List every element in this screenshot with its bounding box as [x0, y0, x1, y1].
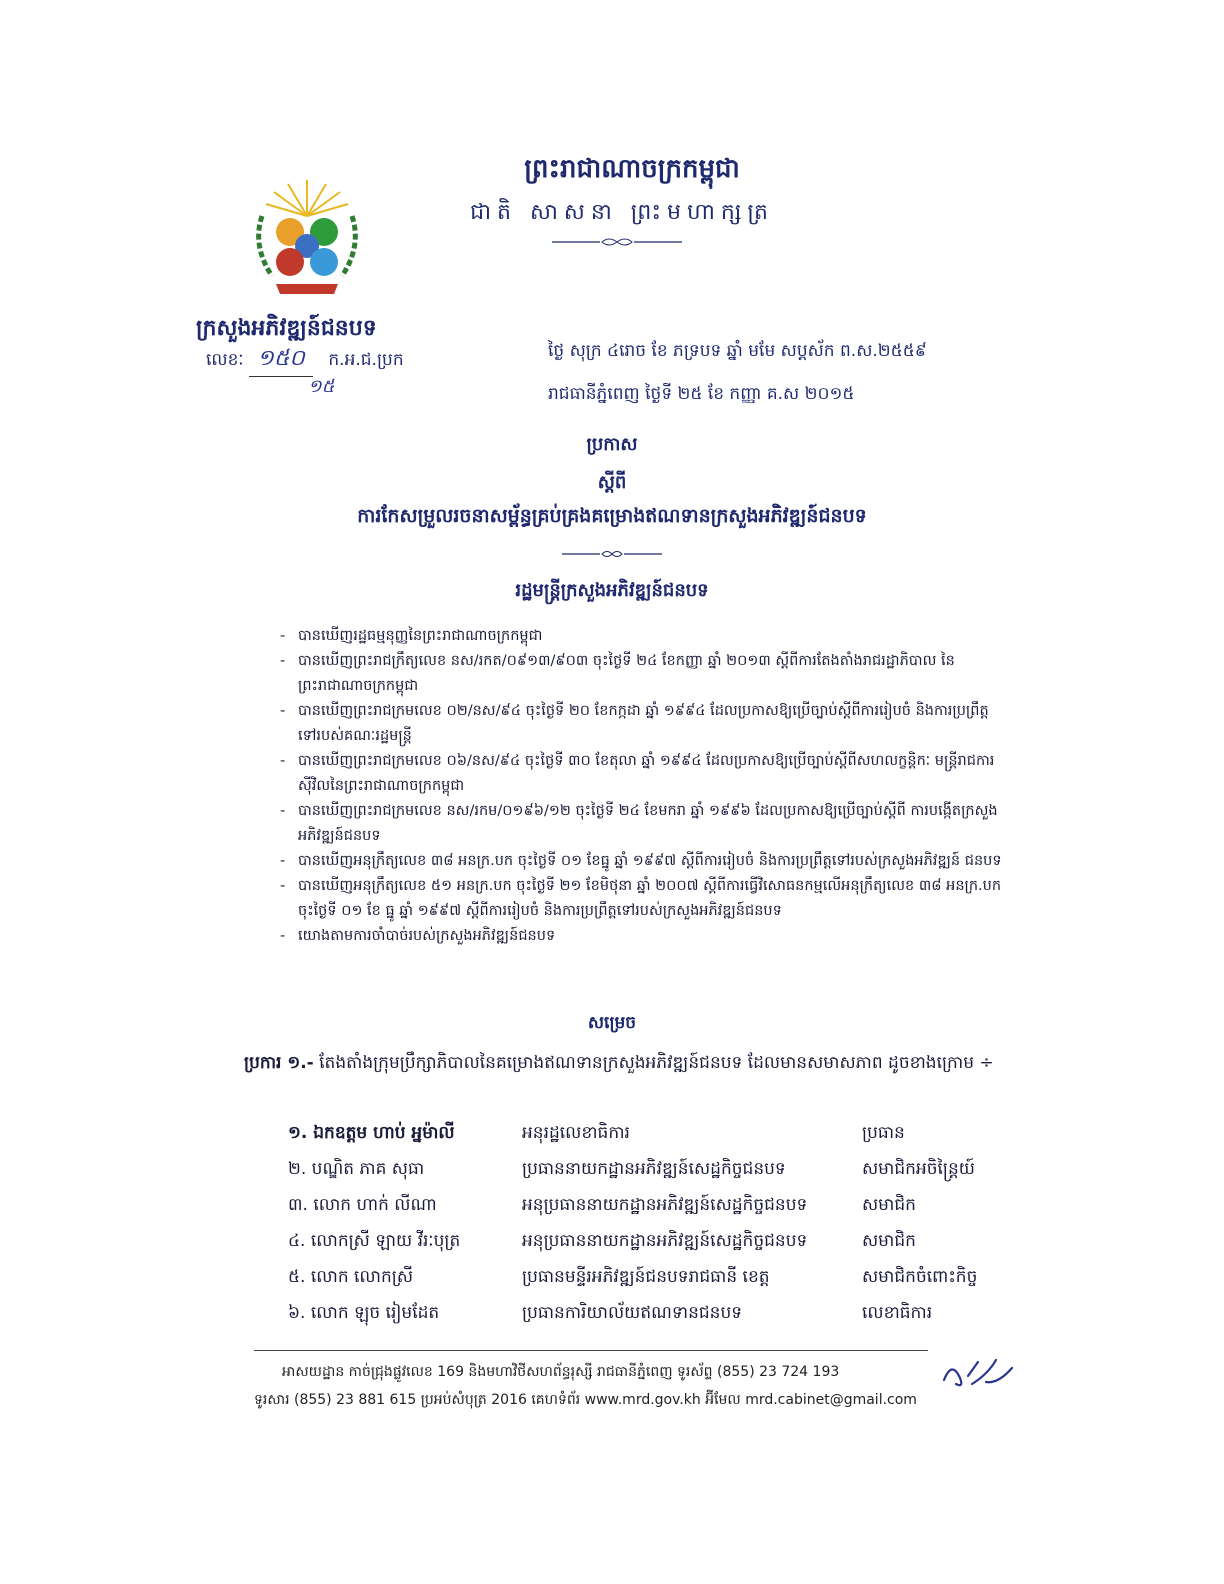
- header-ornament: [552, 236, 682, 248]
- visa-item: - បានឃើញព្រះរាជក្រមលេខ នស/រកម/០១៩៦/១២ ចុះថ្ងៃទី ២៤ ខែមករា ឆ្នាំ ១៩៩៦ ដែលប្រកាសឱ្យប្រើច្បាប់ស្តីពី ការបង្កើតក្រសួងអភិវឌ្ឍន៍ជនបទ: [282, 799, 1002, 849]
- member-name: ២. បណ្ឌិត ភាគ សុធា: [288, 1159, 425, 1179]
- member-name: ៥. លោក លោកស្រី: [288, 1267, 414, 1287]
- member-position: អនុប្រធាននាយកដ្ឋានអភិវឌ្ឍន៍សេដ្ឋកិច្ចជនបទ: [522, 1231, 808, 1251]
- ref-label: លេខៈ: [206, 350, 244, 370]
- footer-divider: [254, 1350, 928, 1351]
- ref-number: ១៥០: [249, 344, 313, 377]
- ref-suffix: ក.អ.ជ.ប្រក: [328, 350, 404, 370]
- document-type: ប្រកាស: [586, 434, 638, 455]
- member-position: ប្រធានមន្ទីរអភិវឌ្ឍន៍ជនបទរាជធានី ខេត្ត: [522, 1267, 770, 1287]
- footer-contact: ទូរសារ (855) 23 881 615 ប្រអប់សំបុត្រ 2016 គេហទំព័រ www.mrd.gov.kh អ៊ីមែល mrd.cabinet@gmail.com: [254, 1392, 917, 1408]
- member-role: សមាជិក: [862, 1195, 916, 1215]
- document-about: ស្តីពី: [597, 472, 627, 493]
- visa-item: - បានឃើញព្រះរាជក្រមលេខ ០២/នស/៩៤ ចុះថ្ងៃទី ២០ ខែកក្កដា ឆ្នាំ ១៩៩៤ ដែលប្រកាសឱ្យប្រើច្បាប់ស្តីពីការរៀបចំ និងការប្រព្រឹត្តទៅរបស់គណៈរដ្ឋមន្ត្រី: [282, 699, 1002, 749]
- member-row: [288, 1190, 1048, 1226]
- member-table: [288, 1118, 1048, 1334]
- issuer-title: រដ្ឋមន្ត្រីក្រសួងអភិវឌ្ឍន៍ជនបទ: [515, 580, 709, 601]
- ministry-name: ក្រសួងអភិវឌ្ឍន៍ជនបទ: [196, 316, 377, 341]
- member-position: ប្រធាននាយកដ្ឋានអភិវឌ្ឍន៍សេដ្ឋកិច្ចជនបទ: [522, 1159, 786, 1179]
- member-role: សមាជិកអចិន្ត្រៃយ៍: [862, 1159, 975, 1179]
- member-role: សមាជិក: [862, 1231, 916, 1251]
- member-row: [288, 1118, 1048, 1154]
- visa-list: [282, 624, 1002, 949]
- member-name: ៣. លោក ហាក់ លីណា: [288, 1195, 437, 1215]
- member-name: ៦. លោក ឡុច រៀមដែត: [288, 1303, 440, 1323]
- member-position: អនុប្រធាននាយកដ្ឋានអភិវឌ្ឍន៍សេដ្ឋកិច្ចជនបទ: [522, 1195, 808, 1215]
- footer-address: អាសយដ្ឋាន កាច់ជ្រុងផ្លូវលេខ 169 និងមហាវិថីសហព័ន្ធរុស្សី រាជធានីភ្នំពេញ ទូរស័ព្ទ (855) 23 724 193: [282, 1364, 840, 1380]
- member-row: [288, 1226, 1048, 1262]
- member-position: អនុរដ្ឋលេខាធិការ: [522, 1123, 630, 1143]
- initials-signature: [938, 1354, 1018, 1394]
- reference-line: [206, 344, 404, 377]
- member-role: ប្រធាន: [862, 1123, 905, 1143]
- visa-item: - បានឃើញអនុក្រឹត្យលេខ ៣៨ អនក្រ.បក ចុះថ្ងៃទី ០១ ខែធ្នូ ឆ្នាំ ១៩៩៧ ស្តីពីការរៀបចំ និងការប្រព្រឹត្តទៅរបស់ក្រសួងអភិវឌ្ឍន៍ ជនបទ: [282, 849, 1002, 874]
- member-name: ១. ឯកឧត្តម ហាប់ អ្នម៉ាលី: [288, 1123, 455, 1143]
- national-motto: ជាតិ សាសនា ព្រះមហាក្សត្រ: [470, 200, 774, 225]
- member-position: ប្រធានការិយាល័យឥណទានជនបទ: [522, 1303, 743, 1323]
- visa-item: - បានឃើញព្រះរាជក្រមលេខ ០៦/នស/៩៤ ចុះថ្ងៃទី ៣០ ខែតុលា ឆ្នាំ ១៩៩៤ ដែលប្រកាសឱ្យប្រើច្បាប់ស្តីពីសហលក្ខន្តិកៈ មន្ត្រីរាជការស៊ីវិលនៃព្រះរាជាណាចក្រកម្ពុជា: [282, 749, 1002, 799]
- visa-item: - យោងតាមការចាំបាច់របស់ក្រសួងអភិវឌ្ឍន៍ជនបទ: [282, 924, 1002, 949]
- decision-heading: សម្រេច: [587, 1013, 637, 1033]
- visa-item: - បានឃើញអនុក្រឹត្យលេខ ៥១ អនក្រ.បក ចុះថ្ងៃទី ២១ ខែមិថុនា ឆ្នាំ ២០០៧ ស្តីពីការធ្វើវិសោធនកម្មលើអនុក្រឹត្យលេខ ៣៨ អនក្រ.បក ចុះថ្ងៃទី ០១ ខែ ធ្នូ ឆ្នាំ ១៩៩៧ ស្តីពីការរៀបចំ និងការប្រព្រឹត្តទៅរបស់ក្រសួងអភិវឌ្ឍន៍ជនបទ: [282, 874, 1002, 924]
- ministry-logo: [248, 176, 366, 306]
- ref-year: ១៥: [308, 376, 335, 397]
- member-row: [288, 1298, 1048, 1334]
- lunar-date: ថ្ងៃ សុក្រ ៤រោច ខែ ភទ្របទ ឆ្នាំ មមែ សប្តស័ក ព.ស.២៥៥៩: [548, 341, 927, 361]
- solar-date: រាជធានីភ្នំពេញ ថ្ងៃទី ២៥ ខែ កញ្ញា គ.ស ២០១៥: [548, 384, 855, 404]
- member-row: [288, 1154, 1048, 1190]
- member-row: [288, 1262, 1048, 1298]
- member-name: ៤. លោកស្រី ឡាយ វីរៈបុត្រ: [288, 1231, 461, 1251]
- visa-item: - បានឃើញព្រះរាជក្រឹត្យលេខ នស/រកត/០៩១៣/៩០៣ ចុះថ្ងៃទី ២៤ ខែកញ្ញា ឆ្នាំ ២០១៣ ស្តីពីការតែងតាំងរាជរដ្ឋាភិបាល នៃព្រះរាជាណាចក្រកម្ពុជា: [282, 649, 1002, 699]
- visa-item: - បានឃើញរដ្ឋធម្មនុញ្ញនៃព្រះរាជាណាចក្រកម្ពុជា: [282, 624, 1002, 649]
- member-role: លេខាធិការ: [862, 1303, 933, 1323]
- subject-ornament: [562, 548, 662, 560]
- member-role: សមាជិកចំពោះកិច្ច: [862, 1267, 978, 1287]
- kingdom-title: ព្រះរាជាណាចក្រកម្ពុជា: [524, 154, 740, 184]
- article-text: តែងតាំងក្រុមប្រឹក្សាភិបាលនៃគម្រោងឥណទានក្រសួងអភិវឌ្ឍន៍ជនបទ ដែលមានសមាសភាព ដូចខាងក្រោម ÷: [319, 1053, 994, 1073]
- document-subject: ការកែសម្រួលរចនាសម្ព័ន្ធគ្រប់គ្រងគម្រោងឥណទានក្រសួងអភិវឌ្ឍន៍ជនបទ: [357, 505, 867, 527]
- article-label: ប្រការ ១.-: [244, 1053, 314, 1073]
- article-1: [244, 1046, 1004, 1080]
